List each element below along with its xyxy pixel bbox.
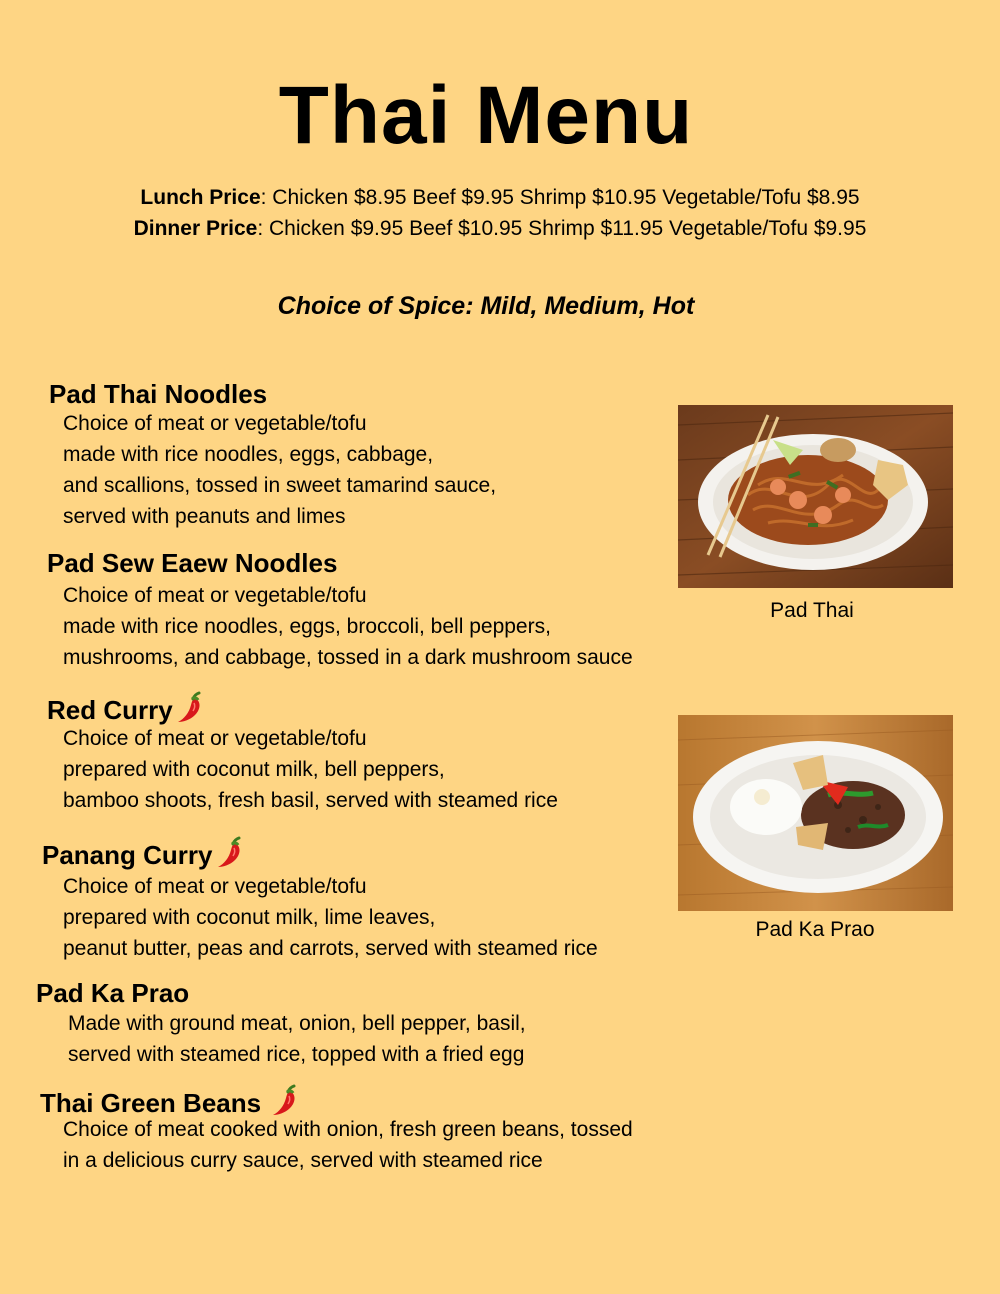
item-desc-pad-ka-prao (68, 1008, 526, 1070)
desc-line: Made with ground meat, onion, bell pepper, basil, (68, 1012, 526, 1035)
desc-line: mushrooms, and cabbage, tossed in a dark mushroom sauce (63, 646, 633, 669)
desc-line: served with steamed rice, topped with a fried egg (68, 1043, 525, 1066)
dinner-price-label: Dinner Price (133, 217, 258, 240)
item-name-text: Thai Green Beans (40, 1088, 269, 1118)
item-desc-pad-sew-eaew (63, 580, 633, 673)
item-name-pad-ka-prao: Pad Ka Prao (36, 978, 190, 1008)
pad-thai-caption: Pad Thai (770, 599, 854, 622)
item-name-pad-sew-eaew: Pad Sew Eaew Noodles (47, 548, 338, 578)
desc-line: Choice of meat or vegetable/tofu (63, 727, 367, 750)
item-desc-pad-thai (63, 408, 496, 532)
item-desc-thai-green-beans (63, 1114, 633, 1176)
desc-line: served with peanuts and limes (63, 505, 346, 528)
item-desc-red-curry (63, 723, 558, 816)
lunch-price-text: : Chicken $8.95 Beef $9.95 Shrimp $10.95 Vegetable/Tofu $8.95 (260, 186, 860, 209)
item-name-text: Red Curry (47, 695, 173, 725)
menu-title: Thai Menu (278, 70, 694, 161)
pad-thai-photo (678, 405, 953, 588)
desc-line: peanut butter, peas and carrots, served with steamed rice (63, 937, 598, 960)
desc-line: in a delicious curry sauce, served with steamed rice (63, 1149, 543, 1172)
desc-line: bamboo shoots, fresh basil, served with steamed rice (63, 789, 558, 812)
item-desc-panang-curry (63, 871, 598, 964)
desc-line: Choice of meat or vegetable/tofu (63, 412, 367, 435)
spice-choice: Choice of Spice: Mild, Medium, Hot (277, 292, 695, 320)
desc-line: Choice of meat or vegetable/tofu (63, 875, 367, 898)
dinner-price-text: : Chicken $9.95 Beef $10.95 Shrimp $11.95 Vegetable/Tofu $9.95 (257, 217, 867, 240)
item-name-pad-thai: Pad Thai Noodles (49, 379, 268, 409)
desc-line: made with rice noodles, eggs, broccoli, bell peppers, (63, 615, 551, 638)
desc-line: and scallions, tossed in sweet tamarind sauce, (63, 474, 497, 497)
desc-line: made with rice noodles, eggs, cabbage, (63, 443, 434, 466)
desc-line: prepared with coconut milk, bell peppers, (63, 758, 445, 781)
lunch-price (0, 184, 1000, 212)
dinner-price (0, 215, 1000, 243)
desc-line: Choice of meat or vegetable/tofu (63, 584, 367, 607)
lunch-price-label: Lunch Price (140, 186, 261, 209)
pad-ka-prao-caption: Pad Ka Prao (755, 918, 875, 941)
desc-line: Choice of meat cooked with onion, fresh green beans, tossed (63, 1118, 633, 1141)
pad-ka-prao-photo (678, 715, 953, 911)
desc-line: prepared with coconut milk, lime leaves, (63, 906, 436, 929)
item-name-text: Panang Curry (42, 840, 213, 870)
